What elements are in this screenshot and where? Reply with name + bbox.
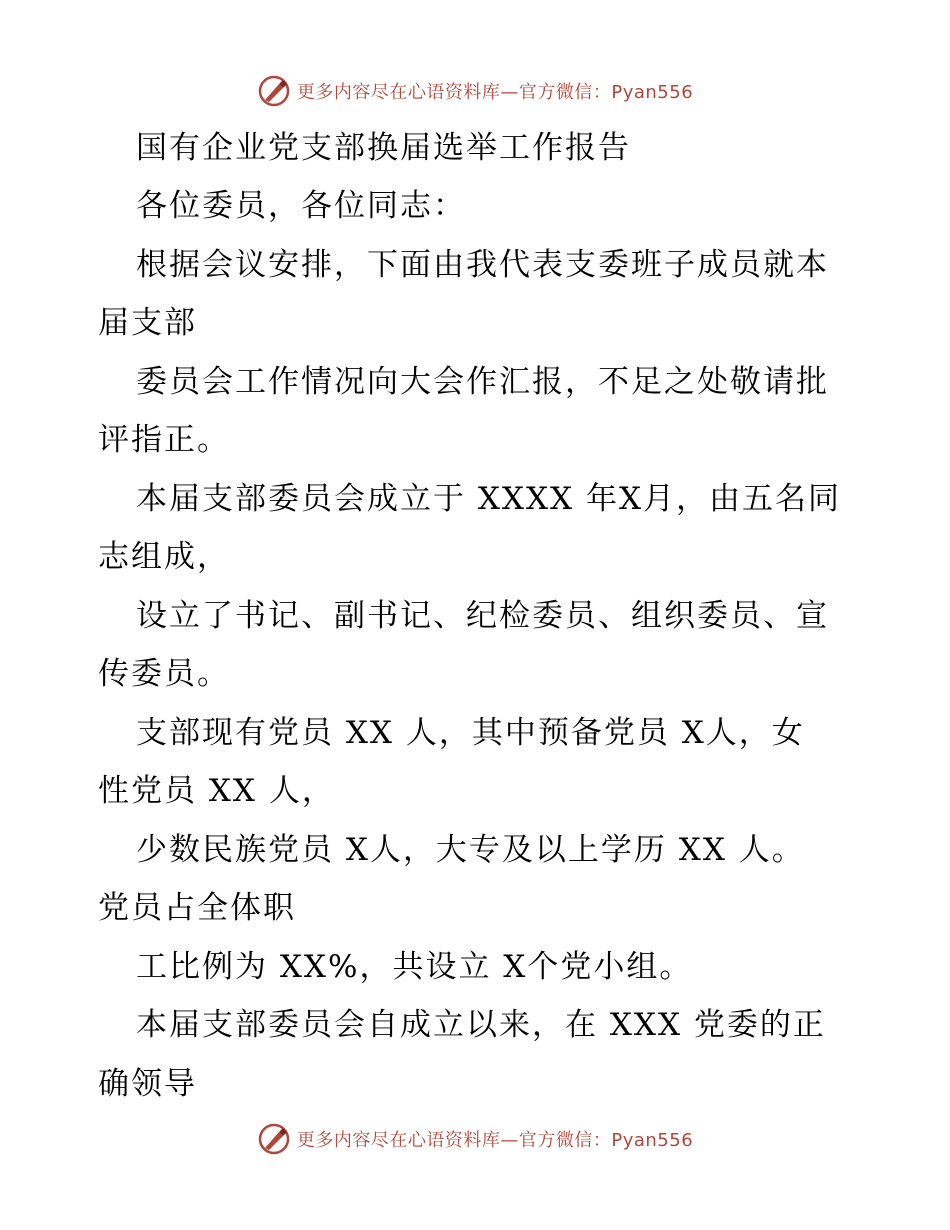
banner-text: 更多内容尽在心语资料库—官方微信：Pyan556: [296, 82, 694, 103]
banner-text: 更多内容尽在心语资料库—官方微信：Pyan556: [296, 1130, 694, 1151]
paragraph-line: 志组成，: [98, 539, 230, 575]
pen-logo-icon: [257, 1122, 291, 1156]
paragraph-line: 委员会工作情况向大会作汇报，不足之处敬请批: [136, 364, 829, 400]
paragraph-line: 确领导: [98, 1066, 197, 1102]
paragraph-line: 评指正。: [98, 422, 230, 458]
paragraph-line: 根据会议安排，下面由我代表支委班子成员就本: [136, 247, 829, 283]
footer-banner: [0, 1119, 950, 1159]
paragraph-line: 设立了书记、副书记、纪检委员、组织委员、宣: [136, 598, 829, 634]
paragraph-line: 工比例为 XX%，共设立 X个党小组。: [136, 949, 693, 985]
paragraph-line: 支部现有党员 XX 人，其中预备党员 X人，女: [136, 715, 805, 751]
document-title: 国有企业党支部换届选举工作报告: [136, 130, 631, 166]
paragraph-line: 性党员 XX 人，: [98, 773, 335, 809]
greeting: 各位委员，各位同志：: [136, 188, 466, 224]
paragraph-line: 传委员。: [98, 656, 230, 692]
paragraph-line: 本届支部委员会自成立以来，在 XXX 党委的正: [136, 1007, 826, 1043]
header-banner: [0, 71, 950, 111]
pen-logo-icon: [257, 74, 291, 108]
paragraph-line: 党员占全体职: [98, 890, 296, 926]
paragraph-line: 少数民族党员 X人，大专及以上学历 XX 人。: [136, 832, 805, 868]
paragraph-line: 本届支部委员会成立于 XXXX 年X月，由五名同: [136, 481, 842, 517]
paragraph-line: 届支部: [98, 305, 197, 341]
